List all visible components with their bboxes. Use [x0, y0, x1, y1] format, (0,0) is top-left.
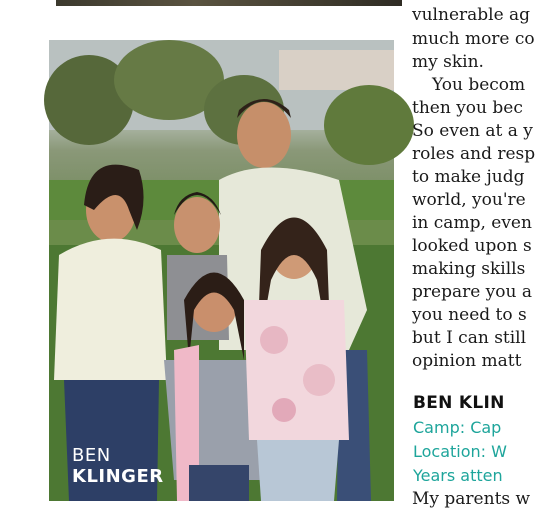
article-line: making skills — [412, 259, 526, 279]
profile-heading: BEN KLIN — [413, 393, 505, 413]
photo-caption — [72, 445, 164, 487]
article-line: My parents w — [412, 489, 531, 509]
article-line: So even at a y — [412, 121, 533, 141]
article-line: but I can still — [412, 328, 527, 348]
profile-camp: Camp: Cap — [413, 418, 502, 437]
article-line: world, you're — [412, 190, 526, 210]
profile-location: Location: W — [413, 442, 507, 461]
article-line: vulnerable ag — [412, 5, 531, 25]
article-line: roles and resp — [412, 144, 535, 164]
article-line: my skin. — [412, 52, 484, 72]
article-line: prepare you a — [412, 282, 533, 302]
article-line: opinion matt — [412, 351, 522, 371]
article-line: much more co — [412, 29, 535, 49]
profile-years: Years atten — [413, 466, 503, 485]
article-line: in camp, even — [412, 213, 532, 233]
caption-first-name: BEN — [72, 445, 111, 466]
previous-photo-edge — [56, 0, 402, 6]
family-photo-illustration — [49, 40, 394, 501]
article-line: to make judg — [412, 167, 525, 187]
article-line: looked upon s — [412, 236, 532, 256]
caption-last-name: KLINGER — [72, 466, 164, 487]
article-line: You becom — [432, 75, 526, 95]
article-line: then you bec — [412, 98, 523, 118]
article-line: you need to s — [412, 305, 527, 325]
family-photo — [49, 40, 394, 501]
